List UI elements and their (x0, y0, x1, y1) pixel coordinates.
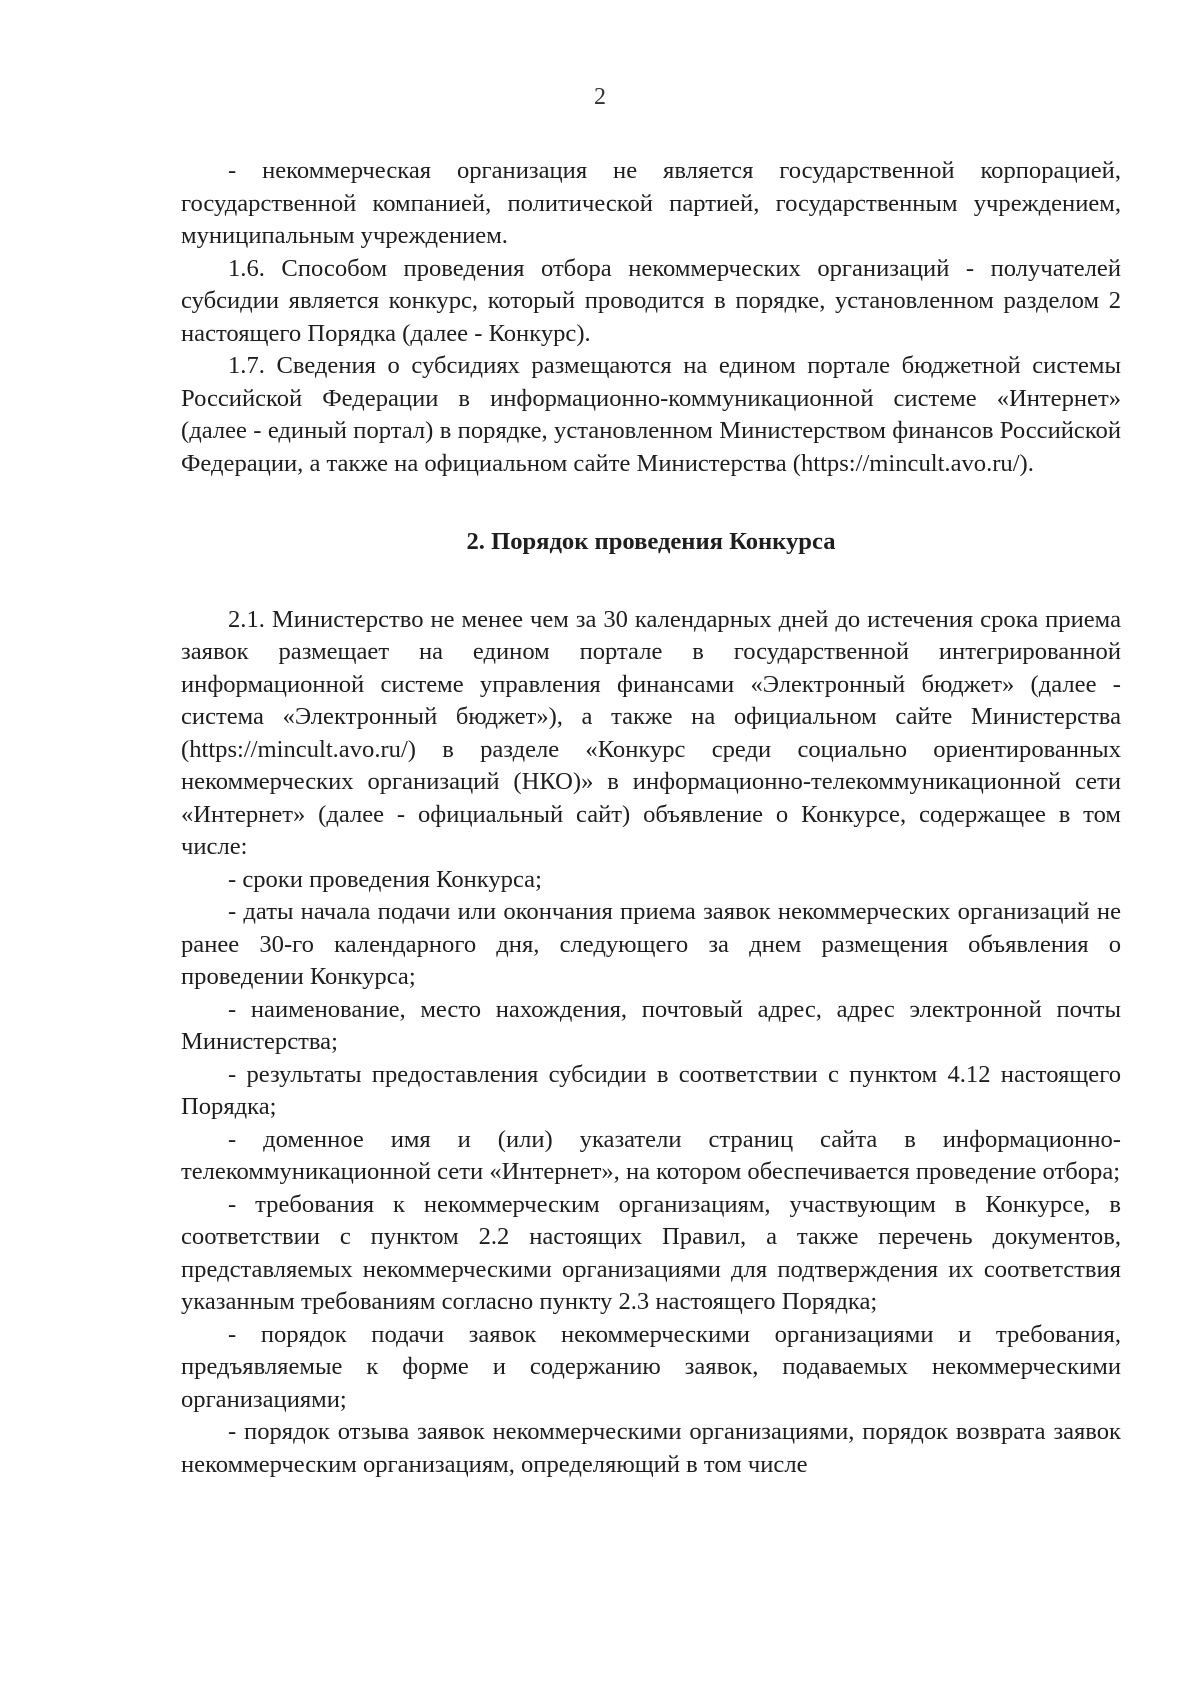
list-item: - результаты предоставления субсидии в соответствии с пунктом 4.12 настоящего Порядка; (181, 1060, 1121, 1120)
list-item: - порядок подачи заявок некоммерческими организациями и требования, предъявляемые к форме и содержанию заявок, подаваемых некоммерческими организациями; (181, 1320, 1121, 1413)
list-item: - даты начала подачи или окончания приема заявок некоммерческих организаций не ранее 30-го календарного дня, следующего за днем размещения объявления о проведении Конкурса; (181, 898, 1121, 990)
list-item: - требования к некоммерческим организациям, участвующим в Конкурсе, в соответствии с пунктом 2.2 настоящих Правил, а также перечень документов, представляемых некоммерческими организациями для подтверждения их соответствия указанным требованиям согласно пункту 2.3 настоящего Порядка; (181, 1190, 1121, 1315)
paragraph-1-7: 1.7. Сведения о субсидиях размещаются на едином портале бюджетной системы Российской Федерации в информационно-коммуникационной системе «Интернет» (далее - единый портал) в порядке, установленном Министерством финансов Российской Федерации, а также на официальном сайте Министерства (https://mincult.avo.ru/). (181, 352, 1121, 477)
paragraph-2-1: 2.1. Министерство не менее чем за 30 календарных дней до истечения срока приема заявок размещает на едином портале в государственной интегрированной информационной системе управления финансами «Электронный бюджет» (далее - система «Электронный бюджет»), а также на официальном сайте Министерства (https://mincult.avo.ru/) в разделе «Конкурс среди социально ориентированных некоммерческих организаций (НКО)» в информационно-телекоммуникационной сети «Интернет» (далее - официальный сайт) объявление о Конкурсе, содержащее в том числе: (181, 605, 1121, 860)
paragraph-1-6: 1.6. Способом проведения отбора некоммерческих организаций - получателей субсидии является конкурс, который проводится в порядке, установленном разделом 2 настоящего Порядка (далее - Конкурс). (181, 254, 1121, 347)
list-item: - порядок отзыва заявок некоммерческими организациями, порядок возврата заявок некоммерческим организациям, определяющий в том числе (181, 1418, 1121, 1478)
document-body (181, 155, 1121, 1481)
list-item: - сроки проведения Конкурса; (228, 865, 542, 893)
section-heading: 2. Порядок проведения Конкурса (466, 528, 836, 555)
page-number: 2 (594, 84, 606, 110)
list-item: - доменное имя и (или) указатели страниц сайта в информационно-телекоммуникационной сети «Интернет», на котором обеспечивается проведение отбора; (181, 1125, 1121, 1185)
list-item: - наименование, место нахождения, почтовый адрес, адрес электронной почты Министерства; (181, 995, 1121, 1055)
paragraph-1-5-bullet: - некоммерческая организация не является государственной корпорацией, государственной компанией, политической партией, государственным учреждением, муниципальным учреждением. (181, 157, 1121, 249)
